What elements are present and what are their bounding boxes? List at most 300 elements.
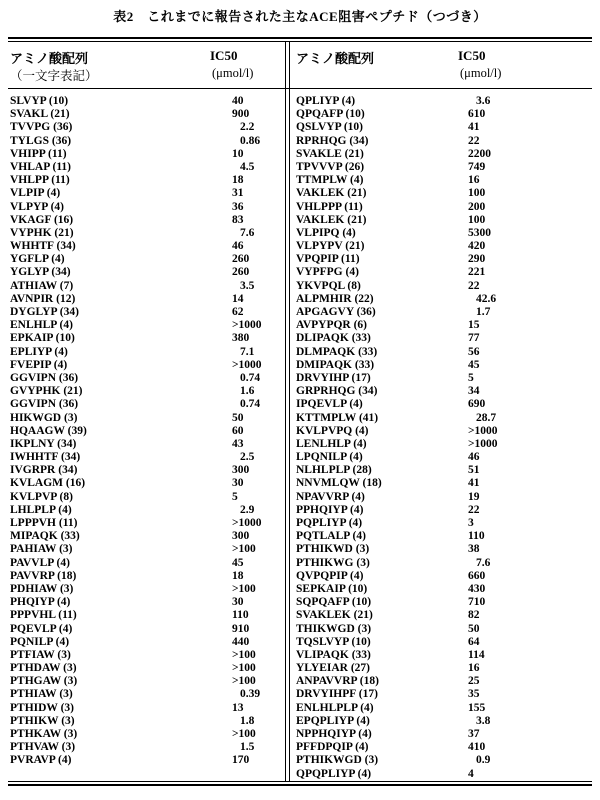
ic50-cell: 910 — [232, 622, 250, 635]
table-row — [296, 187, 566, 200]
table-row — [10, 425, 280, 438]
ic50-cell: 3.5 — [240, 279, 255, 292]
table-row — [296, 121, 566, 134]
table-row — [296, 570, 566, 583]
table-row — [296, 148, 566, 161]
sequence-cell: DMIPAQK (33) — [296, 358, 375, 371]
table-row — [296, 412, 566, 425]
ic50-cell: >100 — [232, 728, 256, 740]
table-row — [10, 570, 280, 583]
ic50-cell: 100 — [468, 187, 486, 200]
sequence-cell: VHLPP (11) — [10, 174, 70, 187]
sequence-cell: PTHGAW (3) — [10, 675, 78, 688]
table-row — [10, 636, 280, 649]
sequence-cell: KVLAGM (16) — [10, 477, 86, 490]
sequence-cell: PDHIAW (3) — [10, 582, 74, 595]
sequence-cell: VLPIPQ (4) — [296, 226, 356, 239]
ic50-cell: 114 — [468, 648, 485, 661]
ic50-cell: >1000 — [232, 517, 262, 529]
sequence-cell: MIPAQK (33) — [10, 530, 80, 543]
ic50-cell: 50 — [232, 411, 244, 424]
table-row — [296, 636, 566, 649]
table-row — [296, 557, 566, 570]
table-row — [296, 319, 566, 332]
ic50-cell: 0.74 — [240, 398, 261, 411]
ic50-cell: 3.8 — [476, 714, 491, 727]
table-row — [10, 253, 280, 266]
table-row — [296, 675, 566, 688]
table-row — [296, 425, 566, 438]
ic50-cell: 260 — [232, 266, 250, 279]
sequence-cell: SVAKLEK (21) — [296, 609, 373, 622]
ic50-cell: 42.6 — [476, 292, 497, 305]
ic50-cell: >100 — [232, 662, 256, 675]
sequence-cell: ALPMHIR (22) — [296, 292, 374, 305]
sequence-cell: GRPRHQG (34) — [296, 385, 378, 398]
table-row — [296, 266, 566, 279]
ic50-cell: 2.2 — [240, 121, 255, 134]
sequence-cell: LHLPLP (4) — [10, 503, 72, 516]
sequence-cell: VLIPAQK (33) — [296, 648, 371, 661]
sequence-cell: PAVVRP (18) — [10, 569, 77, 582]
table-row — [10, 398, 280, 411]
table-row — [296, 543, 566, 556]
sequence-cell: NPPHQIYP (4) — [296, 728, 372, 740]
sequence-cell: IVGRPR (34) — [10, 464, 78, 477]
ic50-cell: 410 — [468, 741, 486, 754]
ic50-cell: 7.1 — [240, 345, 255, 358]
table-row — [10, 728, 280, 741]
ic50-cell: 3 — [468, 517, 474, 529]
table-row — [296, 464, 566, 477]
ic50-cell: 14 — [232, 292, 244, 305]
right-column — [296, 95, 566, 781]
ic50-cell: >100 — [232, 543, 256, 556]
table-row — [296, 688, 566, 701]
sequence-cell: SLVYP (10) — [10, 95, 69, 107]
sequence-cell: PQTLALP (4) — [296, 530, 366, 543]
sequence-cell: VLPYPV (21) — [296, 240, 365, 253]
table-row — [296, 332, 566, 345]
table-row — [296, 108, 566, 121]
ic50-cell: >1000 — [468, 424, 498, 437]
ic50-cell: 41 — [468, 121, 480, 134]
ic50-cell: 2.9 — [240, 503, 255, 516]
table-row — [10, 464, 280, 477]
ic50-cell: 610 — [468, 108, 486, 121]
ic50-cell: 82 — [468, 609, 480, 622]
ic50-cell: 5 — [232, 490, 238, 503]
left-seq-subheader: （一文字表記） — [10, 69, 98, 83]
table-row — [10, 715, 280, 728]
ic50-cell: 25 — [468, 675, 480, 688]
sequence-cell: PPPVHL (11) — [10, 609, 77, 622]
sequence-cell: SVAKL (21) — [10, 108, 70, 121]
sequence-cell: VLPYP (4) — [10, 200, 64, 213]
sequence-cell: GVYPHK (21) — [10, 385, 83, 398]
ic50-cell: 420 — [468, 240, 486, 253]
ic50-cell: 77 — [468, 332, 480, 345]
table-row — [296, 346, 566, 359]
ic50-cell: 100 — [468, 213, 486, 226]
ic50-cell: 4 — [468, 767, 474, 780]
ic50-cell: 1.7 — [476, 306, 491, 318]
sequence-cell: APGAGVY (36) — [296, 306, 376, 318]
ic50-cell: 2.5 — [240, 451, 255, 464]
ic50-cell: 22 — [468, 134, 480, 147]
ic50-cell: 30 — [232, 477, 244, 490]
table-row — [10, 662, 280, 675]
sequence-cell: VHIPP (11) — [10, 147, 67, 160]
table-row — [10, 623, 280, 636]
top-rule-inner — [8, 41, 592, 42]
ic50-cell: 290 — [468, 253, 486, 266]
sequence-cell: VPQPIP (11) — [296, 253, 360, 266]
table-row — [10, 477, 280, 490]
table-row — [296, 306, 566, 319]
table-row — [10, 187, 280, 200]
table-row — [10, 214, 280, 227]
sequence-cell: GGVIPN (36) — [10, 398, 79, 411]
table-row — [296, 649, 566, 662]
bottom-rule-inner — [8, 781, 592, 782]
table-row — [296, 95, 566, 108]
ic50-cell: 16 — [468, 174, 480, 187]
sequence-cell: VHLPPP (11) — [296, 200, 363, 213]
sequence-cell: TPVVVP (26) — [296, 160, 365, 173]
ic50-cell: 430 — [468, 582, 486, 595]
sequence-cell: KVLPVPQ (4) — [296, 424, 369, 437]
ic50-cell: 22 — [468, 279, 480, 292]
ic50-cell: 35 — [468, 688, 480, 701]
sequence-cell: NPAVVRP (4) — [296, 490, 365, 503]
table-row — [10, 504, 280, 517]
sequence-cell: PFFDPQIP (4) — [296, 741, 369, 754]
sequence-cell: PTHIKWG (3) — [296, 556, 370, 569]
sequence-cell: PQNILP (4) — [10, 635, 70, 648]
left-column — [10, 95, 280, 768]
sequence-cell: DLIPAQK (33) — [296, 332, 371, 345]
sequence-cell: DRVYIHP (17) — [296, 371, 371, 384]
right-unit-header: (μmol/l) — [460, 66, 502, 80]
table-row — [296, 201, 566, 214]
ic50-cell: 110 — [232, 609, 249, 622]
sequence-cell: VAKLEK (21) — [296, 187, 367, 200]
sequence-cell: AVPYPQR (6) — [296, 319, 368, 332]
top-rule — [8, 37, 592, 39]
ic50-cell: 170 — [232, 754, 250, 767]
ic50-cell: 660 — [468, 569, 486, 582]
table-row — [296, 530, 566, 543]
sequence-cell: PTHIKWGD (3) — [296, 754, 379, 767]
table-row — [296, 754, 566, 767]
table-row — [10, 451, 280, 464]
table-row — [10, 385, 280, 398]
ic50-cell: 155 — [468, 701, 486, 714]
table-row — [10, 346, 280, 359]
sequence-cell: PTFIAW (3) — [10, 648, 71, 661]
sequence-cell: FVEPIP (4) — [10, 358, 68, 371]
table-row — [296, 609, 566, 622]
ic50-cell: 37 — [468, 728, 480, 740]
sequence-cell: DRVYIHPF (17) — [296, 688, 378, 701]
sequence-cell: TVVPG (36) — [10, 121, 73, 134]
ic50-cell: 51 — [468, 464, 480, 477]
ic50-cell: 36 — [232, 200, 244, 213]
sequence-cell: KTTMPLW (41) — [296, 411, 379, 424]
ic50-cell: 16 — [468, 662, 480, 675]
table-row — [10, 609, 280, 622]
ic50-cell: >1000 — [232, 319, 262, 332]
table-row — [296, 504, 566, 517]
bottom-rule — [8, 784, 592, 786]
sequence-cell: PAHIAW (3) — [10, 543, 73, 556]
right-ic50-header: IC50 — [458, 48, 486, 63]
ic50-cell: 1.6 — [240, 385, 255, 398]
table-row — [10, 557, 280, 570]
sequence-cell: DYGLYP (34) — [10, 306, 79, 318]
sequence-cell: EPLIYP (4) — [10, 345, 68, 358]
table-row — [10, 649, 280, 662]
ic50-cell: 18 — [232, 174, 244, 187]
sequence-cell: VYPFPG (4) — [296, 266, 359, 279]
sequence-cell: SQPQAFP (10) — [296, 596, 372, 609]
table-row — [296, 135, 566, 148]
table-row — [296, 398, 566, 411]
ic50-cell: 5 — [468, 371, 474, 384]
ic50-cell: 34 — [468, 385, 480, 398]
sequence-cell: YLYEIAR (27) — [296, 662, 371, 675]
table-row — [296, 768, 566, 781]
sequence-cell: PAVVLP (4) — [10, 556, 70, 569]
table-row — [10, 596, 280, 609]
ic50-cell: 0.74 — [240, 371, 261, 384]
table-row — [10, 332, 280, 345]
ic50-cell: 45 — [232, 556, 244, 569]
sequence-cell: THIKWGD (3) — [296, 622, 372, 635]
sequence-cell: ANPAVVRP (18) — [296, 675, 379, 688]
ic50-cell: 110 — [468, 530, 485, 543]
ic50-cell: 4.5 — [240, 160, 255, 173]
table-row — [296, 240, 566, 253]
table-row — [10, 240, 280, 253]
sequence-cell: IKPLNY (34) — [10, 437, 77, 450]
table-row — [10, 412, 280, 425]
sequence-cell: HQAAGW (39) — [10, 424, 87, 437]
ic50-cell: 40 — [232, 95, 244, 107]
table-row — [296, 385, 566, 398]
sequence-cell: PVRAVP (4) — [10, 754, 72, 767]
table-row — [10, 293, 280, 306]
sequence-cell: LPQNILP (4) — [296, 451, 363, 464]
table-row — [10, 148, 280, 161]
ic50-cell: 749 — [468, 160, 486, 173]
ic50-cell: 1.8 — [240, 714, 255, 727]
sequence-cell: EPKAIP (10) — [10, 332, 75, 345]
ic50-cell: 5300 — [468, 226, 491, 239]
ic50-cell: 15 — [468, 319, 480, 332]
sequence-cell: TYLGS (36) — [10, 134, 72, 147]
table-row — [296, 715, 566, 728]
sequence-cell: VYPHK (21) — [10, 226, 74, 239]
ic50-cell: 3.6 — [476, 95, 491, 107]
header-rule — [8, 88, 592, 89]
table-row — [10, 530, 280, 543]
ic50-cell: >1000 — [468, 437, 498, 450]
sequence-cell: QPQAFP (10) — [296, 108, 365, 121]
table-row — [296, 227, 566, 240]
table-row — [10, 174, 280, 187]
left-ic50-header: IC50 — [210, 48, 238, 63]
table-row — [10, 372, 280, 385]
ic50-cell: 45 — [468, 358, 480, 371]
table-row — [10, 121, 280, 134]
sequence-cell: ENLHLP (4) — [10, 319, 73, 332]
table-row — [10, 688, 280, 701]
ic50-cell: 221 — [468, 266, 486, 279]
sequence-cell: HIKWGD (3) — [10, 411, 78, 424]
table-row — [10, 280, 280, 293]
table-row — [296, 662, 566, 675]
sequence-cell: QSLVYP (10) — [296, 121, 363, 134]
sequence-cell: PQEVLP (4) — [10, 622, 73, 635]
sequence-cell: PPHQIYP (4) — [296, 503, 364, 516]
sequence-cell: SEPKAIP (10) — [296, 582, 368, 595]
ic50-cell: 22 — [468, 503, 480, 516]
table-row — [296, 702, 566, 715]
sequence-cell: QPQPLIYP (4) — [296, 767, 372, 780]
sequence-cell: ENLHLPLP (4) — [296, 701, 374, 714]
ic50-cell: 50 — [468, 622, 480, 635]
ic50-cell: 60 — [232, 424, 244, 437]
ic50-cell: 30 — [232, 596, 244, 609]
ic50-cell: 83 — [232, 213, 244, 226]
sequence-cell: VAKLEK (21) — [296, 213, 367, 226]
ic50-cell: 690 — [468, 398, 486, 411]
table-row — [10, 306, 280, 319]
ic50-cell: 38 — [468, 543, 480, 556]
table-row — [10, 517, 280, 530]
table-row — [10, 135, 280, 148]
table-row — [10, 491, 280, 504]
table-row — [296, 253, 566, 266]
sequence-cell: LENLHLP (4) — [296, 437, 367, 450]
sequence-cell: NNVMLQW (18) — [296, 477, 382, 490]
table-row — [296, 623, 566, 636]
ic50-cell: >100 — [232, 648, 256, 661]
sequence-cell: TQSLVYP (10) — [296, 635, 371, 648]
table-row — [10, 95, 280, 108]
ic50-cell: >100 — [232, 582, 256, 595]
table-row — [10, 108, 280, 121]
ic50-cell: 46 — [232, 240, 244, 253]
left-unit-header: (μmol/l) — [212, 66, 254, 80]
table-row — [10, 161, 280, 174]
table-row — [10, 675, 280, 688]
ic50-cell: 64 — [468, 635, 480, 648]
ic50-cell: >1000 — [232, 358, 262, 371]
table-row — [10, 319, 280, 332]
ic50-cell: 10 — [232, 147, 244, 160]
sequence-cell: VLPIP (4) — [10, 187, 61, 200]
sequence-cell: DLMPAQK (33) — [296, 345, 378, 358]
sequence-cell: VHLAP (11) — [10, 160, 72, 173]
table-row — [296, 174, 566, 187]
sequence-cell: YGFLP (4) — [10, 253, 65, 266]
sequence-cell: VKAGF (16) — [10, 213, 74, 226]
ic50-cell: 900 — [232, 108, 250, 121]
sequence-cell: QPLIYP (4) — [296, 95, 356, 107]
table-row — [296, 596, 566, 609]
ic50-cell: 46 — [468, 451, 480, 464]
ic50-cell: 1.5 — [240, 741, 255, 754]
right-seq-header: アミノ酸配列 — [296, 51, 375, 66]
sequence-cell: YGLYP (34) — [10, 266, 71, 279]
sequence-cell: PTHIDW (3) — [10, 701, 74, 714]
ic50-cell: 2200 — [468, 147, 491, 160]
ic50-cell: 31 — [232, 187, 244, 200]
column-divider-left — [285, 41, 286, 782]
sequence-cell: LPPPVH (11) — [10, 517, 78, 529]
sequence-cell: PTHIAW (3) — [10, 688, 73, 701]
table-row — [296, 517, 566, 530]
ic50-cell: 19 — [468, 490, 480, 503]
sequence-cell: GGVIPN (36) — [10, 371, 79, 384]
sequence-cell: ATHIAW (7) — [10, 279, 74, 292]
sequence-cell: PTHIKWD (3) — [296, 543, 370, 556]
ic50-cell: >100 — [232, 675, 256, 688]
table-row — [10, 266, 280, 279]
ic50-cell: 0.86 — [240, 134, 261, 147]
sequence-cell: YKVPQL (8) — [296, 279, 361, 292]
ic50-cell: 710 — [468, 596, 486, 609]
sequence-cell: IPQEVLP (4) — [296, 398, 363, 411]
sequence-cell: TTMPLW (4) — [296, 174, 364, 187]
ic50-cell: 200 — [468, 200, 486, 213]
ic50-cell: 260 — [232, 253, 250, 266]
table-row — [10, 754, 280, 767]
sequence-cell: NLHLPLP (28) — [296, 464, 372, 477]
sequence-cell: PTHIKW (3) — [10, 714, 75, 727]
sequence-cell: PQPLIYP (4) — [296, 517, 363, 529]
sequence-cell: QVPQPIP (4) — [296, 569, 364, 582]
table-row — [10, 741, 280, 754]
table-row — [10, 227, 280, 240]
table-row — [296, 438, 566, 451]
table-row — [10, 583, 280, 596]
left-seq-header: アミノ酸配列 — [10, 51, 89, 66]
table-row — [10, 438, 280, 451]
table-row — [296, 280, 566, 293]
ic50-cell: 0.39 — [240, 688, 261, 701]
sequence-cell: RPRHQG (34) — [296, 134, 369, 147]
ic50-cell: 18 — [232, 569, 244, 582]
ic50-cell: 300 — [232, 464, 250, 477]
ic50-cell: 0.9 — [476, 754, 491, 767]
table-row — [296, 583, 566, 596]
table-row — [296, 741, 566, 754]
ic50-cell: 300 — [232, 530, 250, 543]
ic50-cell: 41 — [468, 477, 480, 490]
sequence-cell: PTHVAW (3) — [10, 741, 76, 754]
sequence-cell: PTHKAW (3) — [10, 728, 78, 740]
sequence-cell: KVLPVP (8) — [10, 490, 73, 503]
sequence-cell: SVAKLE (21) — [296, 147, 364, 160]
ic50-cell: 440 — [232, 635, 250, 648]
sequence-cell: PHQIYP (4) — [10, 596, 71, 609]
table-row — [10, 702, 280, 715]
sequence-cell: PTHDAW (3) — [10, 662, 77, 675]
